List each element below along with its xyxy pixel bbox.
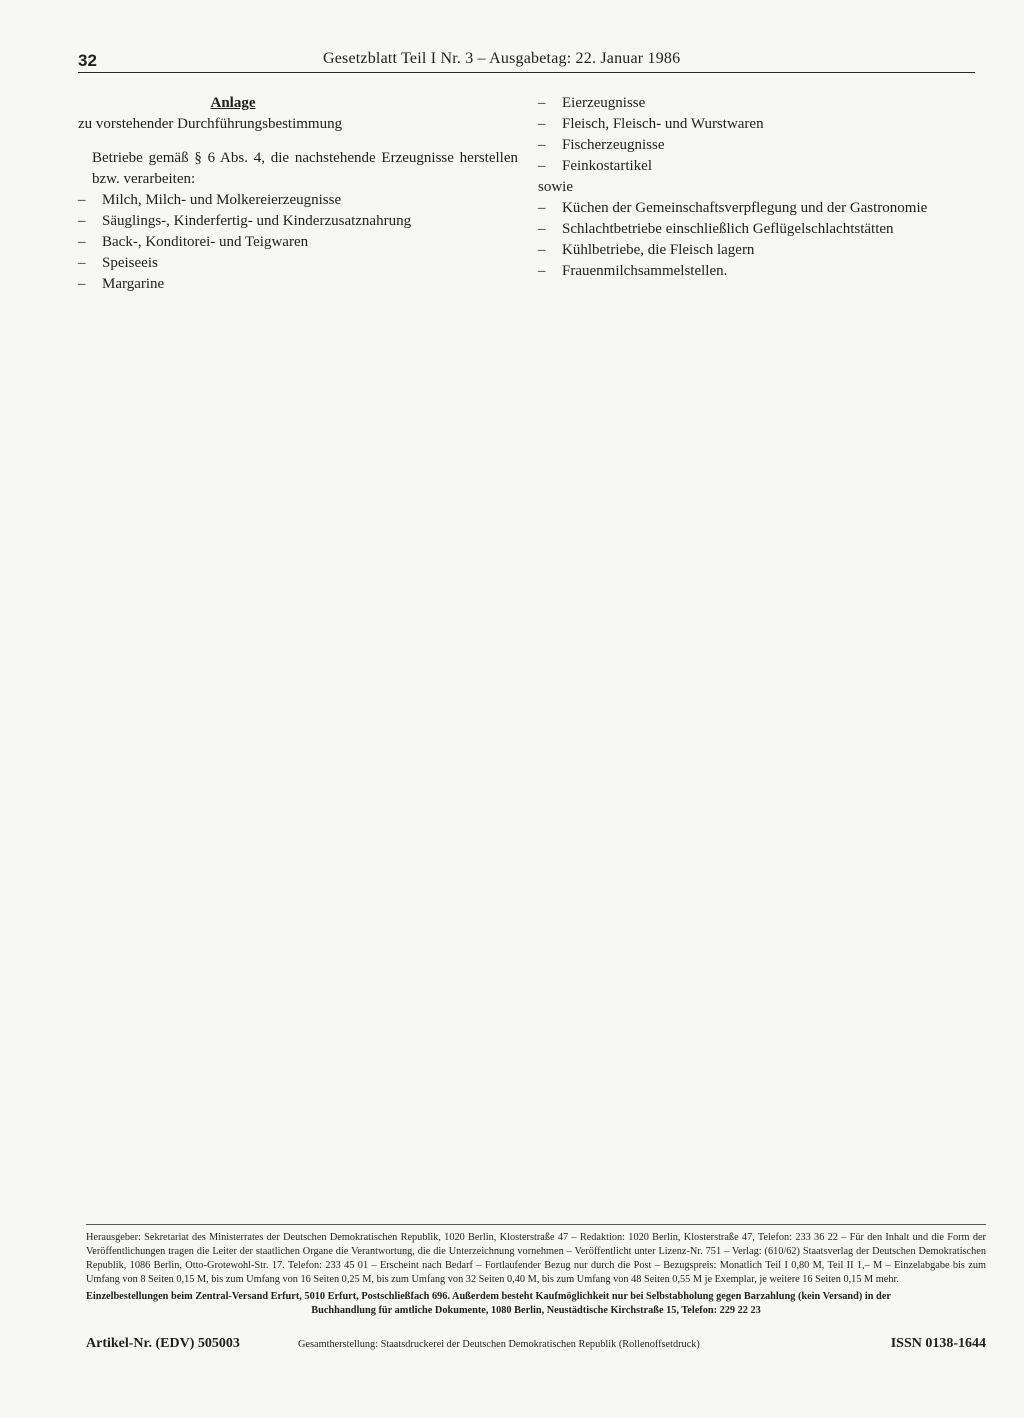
conjunction-sowie: sowie bbox=[538, 179, 573, 195]
page-header bbox=[78, 50, 975, 73]
order-info-line2: Buchhandlung für amtliche Dokumente, 1080 Berlin, Neustädtische Kirchstraße 15, Telefon: 229 22 23 bbox=[311, 1305, 761, 1316]
list-item: – Fischerzeugnisse bbox=[538, 135, 978, 156]
list-item: – Schlachtbetriebe einschließlich Geflügelschlachtstätten bbox=[538, 219, 978, 240]
issn-number: ISSN 0138-1644 bbox=[890, 1336, 986, 1351]
annex-intro: Betriebe gemäß § 6 Abs. 4, die nachstehende Erzeugnisse herstellen bzw. verarbeiten: bbox=[92, 150, 518, 187]
list-item: – Milch, Milch- und Molkereierzeugnisse bbox=[78, 190, 518, 211]
facility-list bbox=[538, 198, 978, 282]
product-list-continued bbox=[538, 93, 978, 177]
printer-info: Gesamtherstellung: Staatsdruckerei der Deutschen Demokratischen Republik (Rollenoffsetdruck) bbox=[298, 1339, 700, 1350]
annex-heading-text: Anlage bbox=[210, 95, 256, 111]
list-item: – Frauenmilchsammelstellen. bbox=[538, 261, 978, 282]
product-list bbox=[78, 190, 518, 295]
list-item: – Feinkostartikel bbox=[538, 156, 978, 177]
right-column bbox=[538, 93, 978, 282]
imprint-text: Herausgeber: Sekretariat des Ministerrates der Deutschen Demokratischen Republik, 1020 Berlin, Klosterstraße 47 – Redaktion: 1020 Berlin, Klosterstraße 47, Telefon: 233 36 22 – Für den Inhalt und die Form der Veröffentlichungen tragen die Leiter der staatlichen Organe die Verantwortung, die die Unterzeichnung vornehmen – Veröffentlicht unter Lizenz-Nr. 751 – Verlag: (610/62) Staatsverlag der Deutschen Demokratischen Republik, 1086 Berlin, Otto-Grotewohl-Str. 17. Telefon: 233 45 01 – Erscheint nach Bedarf – Fortlaufender Bezug nur durch die Post – Bezugspreis: Monatlich Teil I 0,80 M, Teil II 1,– M – Einzelabgabe bis zum Umfang von 8 Seiten 0,15 M, bis zum Umfang von 16 Seiten 0,25 M, bis zum Umfang von 32 Seiten 0,40 M, bis zum Umfang von 48 Seiten 0,55 M je Exemplar, je weitere 16 Seiten 0,15 M mehr. bbox=[86, 1232, 986, 1285]
page-number: 32 bbox=[78, 51, 97, 70]
gazette-title: Gesetzblatt Teil I Nr. 3 – Ausgabetag: 22. Januar 1986 bbox=[323, 50, 681, 67]
list-item: – Säuglings-, Kinderfertig- und Kinderzusatznahrung bbox=[78, 211, 518, 232]
list-item: – Speiseeis bbox=[78, 253, 518, 274]
imprint-footer bbox=[86, 1224, 986, 1318]
list-item: – Eierzeugnisse bbox=[538, 93, 978, 114]
order-info-line1: Einzelbestellungen beim Zentral-Versand Erfurt, 5010 Erfurt, Postschließfach 696. Außerdem besteht Kaufmöglichkeit nur bei Selbstabholung gegen Barzahlung (kein Versand) in der bbox=[86, 1291, 891, 1302]
annex-heading bbox=[78, 93, 388, 114]
article-number: Artikel-Nr. (EDV) 505003 bbox=[86, 1336, 240, 1351]
footer-bottom-line bbox=[86, 1336, 986, 1354]
list-item: – Kühlbetriebe, die Fleisch lagern bbox=[538, 240, 978, 261]
list-item: – Küchen der Gemeinschaftsverpflegung und der Gastronomie bbox=[538, 198, 978, 219]
annex-subheading: zu vorstehender Durchführungsbestimmung bbox=[78, 116, 343, 132]
left-column bbox=[78, 93, 518, 295]
list-item: – Back-, Konditorei- und Teigwaren bbox=[78, 232, 518, 253]
list-item: – Margarine bbox=[78, 274, 518, 295]
list-item: – Fleisch, Fleisch- und Wurstwaren bbox=[538, 114, 978, 135]
